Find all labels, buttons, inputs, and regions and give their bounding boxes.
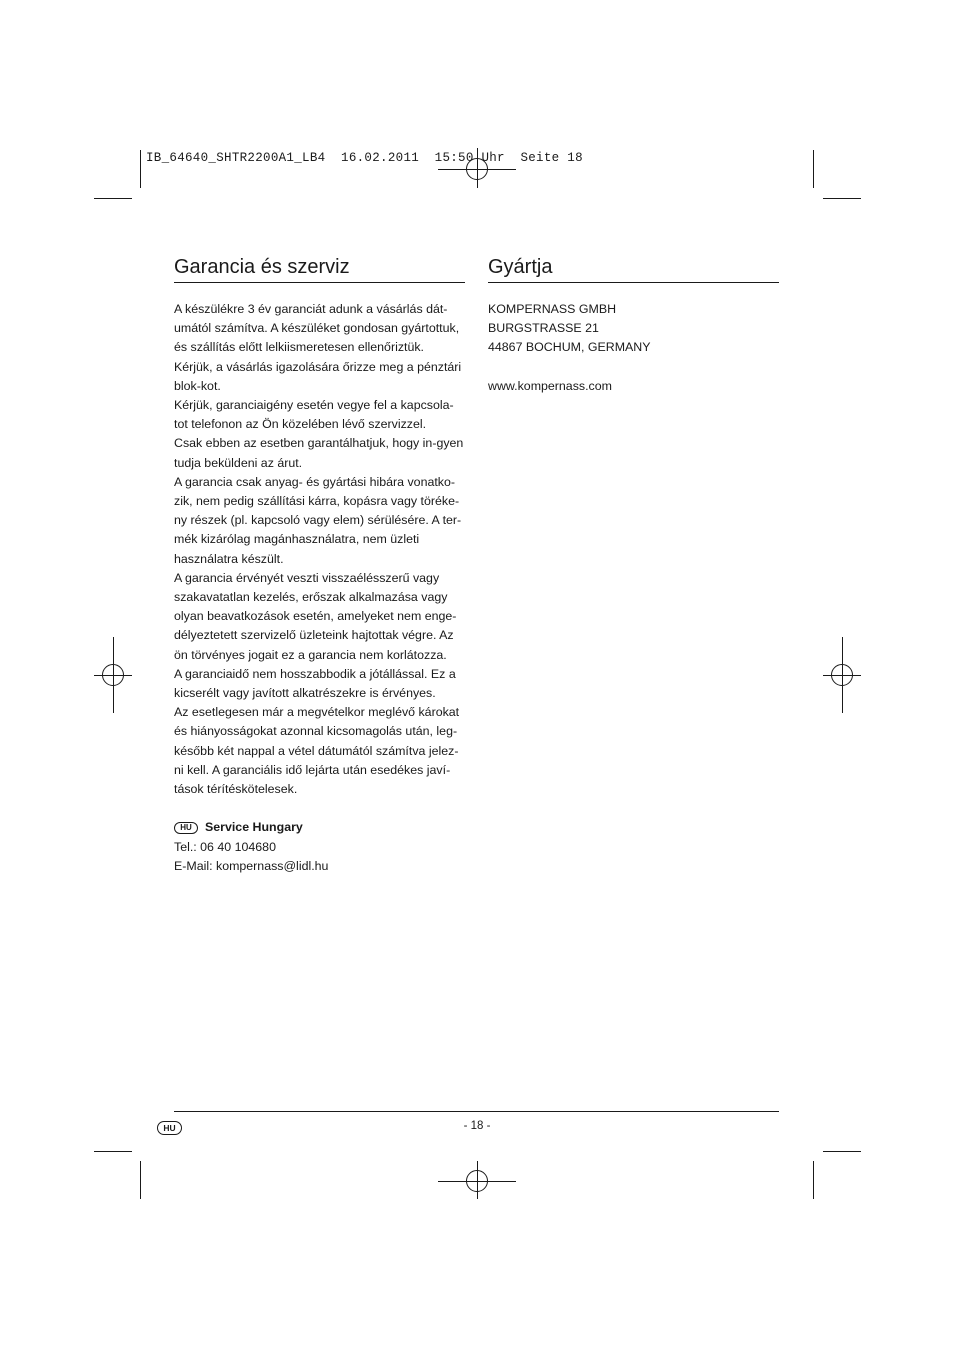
page-number: - 18 -: [463, 1120, 491, 1132]
manufacturer-section: [488, 254, 779, 396]
crop-mark: [813, 1161, 814, 1199]
crop-mark: [813, 150, 814, 188]
address-line: KOMPERNASS GMBH: [488, 302, 617, 316]
address-line: 44867 BOCHUM, GERMANY: [488, 340, 651, 355]
crop-mark: [94, 198, 132, 199]
crop-mark: [823, 1151, 861, 1152]
print-slug-header: IB_64640_SHTR2200A1_LB4 16.02.2011 15:50 Uhr Seite 18: [146, 151, 583, 165]
crop-mark: [140, 150, 141, 188]
crop-mark: [823, 198, 861, 199]
website-link[interactable]: www.kompernass.com: [488, 378, 612, 393]
footer-rule: [174, 1111, 779, 1112]
warranty-paragraph: Az esetlegesen már a megvételkor meglévő károkat és hiányosságokat azonnal kicsomagolás után, leg-később két nappal a vétel dátumától számítva jelez-ni kell. A garanciális idő lejárta után esedékes javí-tások térítéskötelesek.: [174, 705, 460, 797]
warranty-body: [174, 300, 465, 876]
warranty-section: [174, 254, 465, 876]
service-title: Service Hungary: [205, 820, 303, 835]
warranty-paragraph: A garancia csak anyag- és gyártási hibára vonatko-zik, nem pedig szállítási kárra, kopásra vagy töréke-ny részek (pl. kapcsoló vagy elem) sérülésére. A ter-mék kizárólag magánhasználatra, nem üzleti használatra készült.: [174, 474, 462, 566]
manufacturer-body: [488, 300, 779, 396]
section-title-warranty: Garancia és szerviz: [174, 254, 465, 283]
crop-mark: [94, 1151, 132, 1152]
crop-mark: [140, 1161, 141, 1199]
warranty-paragraph: A garanciaidő nem hosszabbodik a jótállással. Ez a kicserélt vagy javított alkatrészekre is érvényes.: [174, 666, 456, 701]
footer-country-badge-hu: HU: [157, 1121, 182, 1135]
service-heading: [174, 818, 465, 837]
service-phone: Tel.: 06 40 104680: [174, 839, 276, 854]
service-email: E-Mail: kompernass@lidl.hu: [174, 858, 329, 873]
country-badge-hu: HU: [174, 822, 198, 834]
address-line: BURGSTRASSE 21: [488, 321, 599, 336]
warranty-paragraph: Kérjük, garanciaigény esetén vegye fel a kapcsola-tot telefonon az Ön közelében lévő szervizzel.: [174, 398, 454, 432]
warranty-paragraph: A készülékre 3 év garanciát adunk a vásárlás dát-umától számítva. A készüléket gondosan gyártottuk, és szállítás előtt lelkiismeretesen ellenőriztük. Kérjük, a vásárlás igazolására őrizze meg a pénztári blok-kot.: [174, 302, 462, 393]
warranty-paragraph: A garancia érvényét veszti visszaélésszerű vagy szakavatatlan kezelés, erőszak alkalmazása vagy olyan beavatkozások esetén, amelyeket nem enge-délyeztetett szervizelő üzleteink hajtottak végre. Az ön törvényes jogait ez a garancia nem korlátozza.: [174, 570, 457, 662]
warranty-paragraph: Csak ebben az esetben garantálhatjuk, hogy in-gyen tudja beküldeni az árut.: [174, 436, 464, 470]
section-title-manufacturer: Gyártja: [488, 254, 779, 283]
